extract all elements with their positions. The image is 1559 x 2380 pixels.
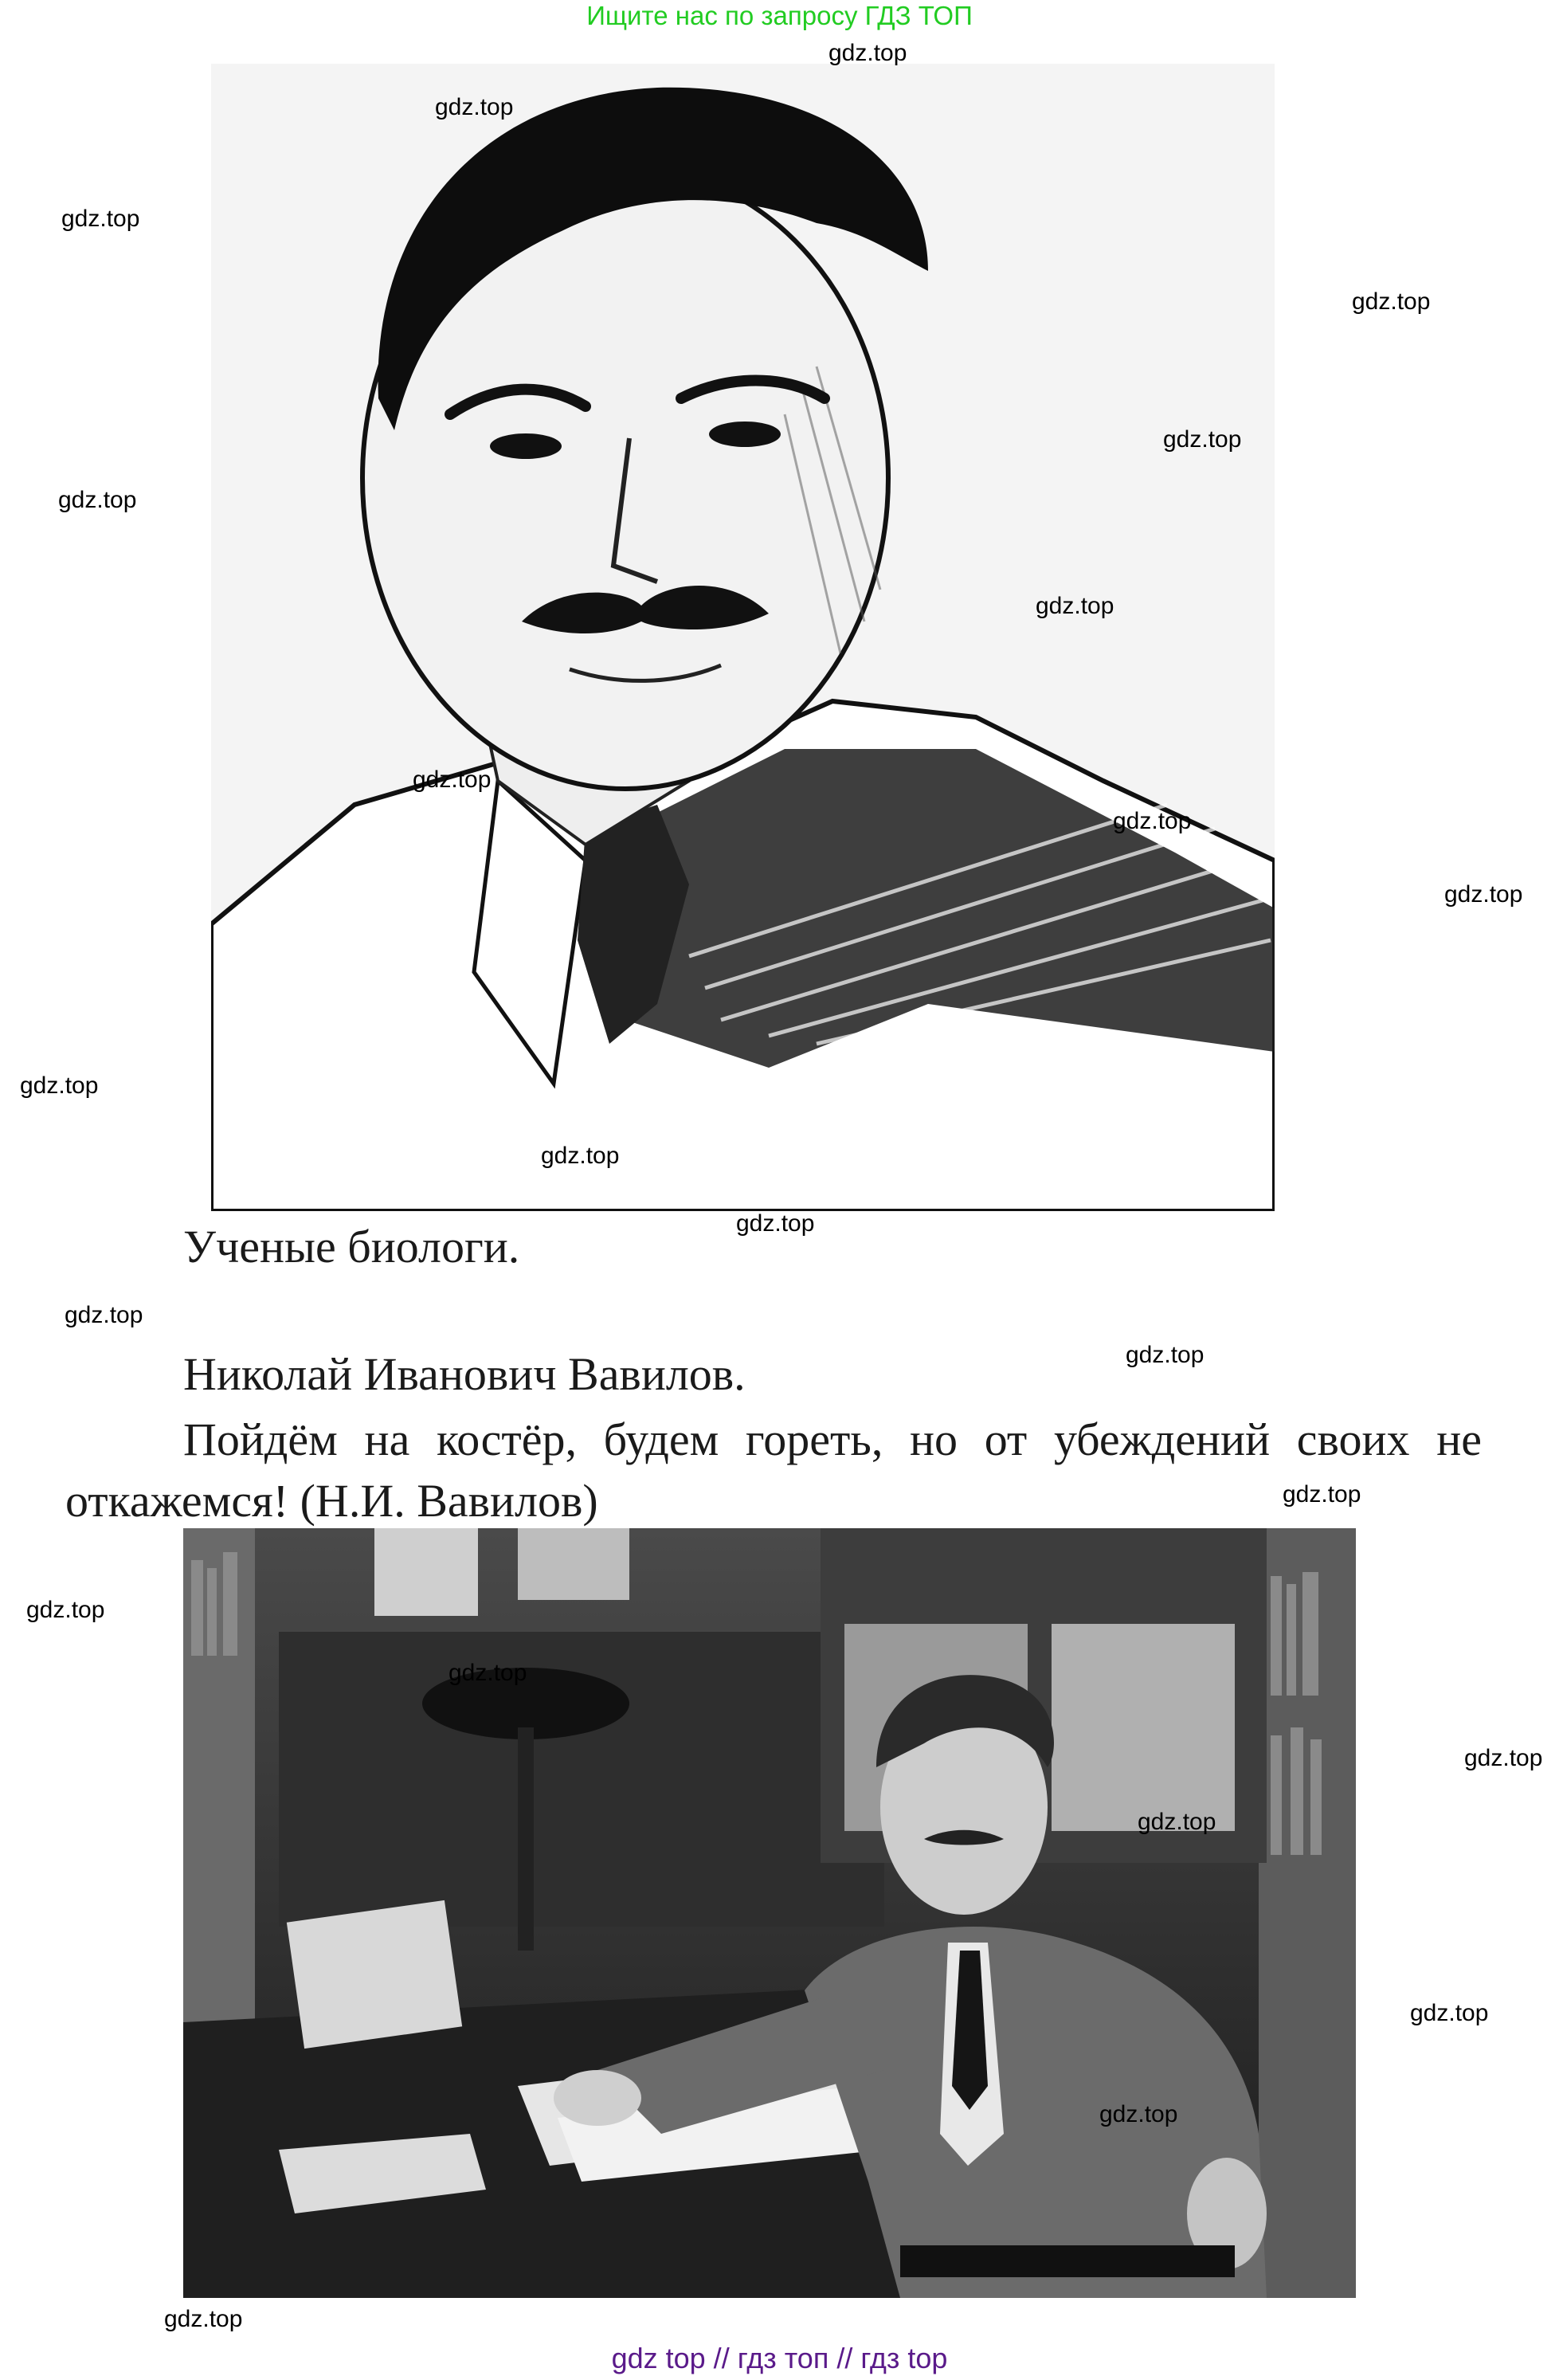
watermark: gdz.top <box>541 1143 620 1169</box>
portrait-drawing-illustration <box>211 64 1275 1211</box>
watermark: gdz.top <box>1163 426 1242 453</box>
watermark: gdz.top <box>1410 2000 1489 2026</box>
scientist-name: Николай Иванович Вавилов. <box>183 1348 746 1400</box>
desk-photograph <box>183 1528 1356 2298</box>
watermark: gdz.top <box>435 94 514 120</box>
watermark: gdz.top <box>61 206 140 232</box>
watermark: gdz.top <box>1126 1342 1205 1368</box>
section-heading: Ученые биологи. <box>183 1221 520 1272</box>
watermark: gdz.top <box>1138 1809 1216 1835</box>
watermark: gdz.top <box>58 487 137 513</box>
watermark: gdz.top <box>413 767 492 793</box>
watermark: gdz.top <box>1352 288 1431 315</box>
portrait-drawing <box>211 64 1275 1211</box>
banner-search-hint: Ищите нас по запросу ГДЗ ТОП <box>586 1 973 30</box>
watermark: gdz.top <box>164 2306 243 2332</box>
watermark: gdz.top <box>449 1660 527 1686</box>
watermark: gdz.top <box>65 1302 143 1328</box>
watermark: gdz.top <box>1036 593 1114 619</box>
watermark: gdz.top <box>26 1597 105 1623</box>
watermark: gdz.top <box>736 1210 815 1237</box>
watermark: gdz.top <box>1444 881 1523 908</box>
watermark: gdz.top <box>20 1072 99 1099</box>
scientist-quote: Пойдём на костёр, будем гореть, но от убеждений своих не откажемся! (Н.И. Вавилов) <box>65 1413 1482 1527</box>
footer-links[interactable]: gdz top // гдз топ // гдз top <box>611 2342 948 2374</box>
watermark: gdz.top <box>1099 2101 1178 2127</box>
watermark: gdz.top <box>1464 1745 1543 1771</box>
desk-photograph-illustration <box>183 1528 1356 2298</box>
watermark: gdz.top <box>1113 808 1192 834</box>
watermark: gdz.top <box>1283 1481 1361 1508</box>
watermark: gdz.top <box>828 40 907 66</box>
